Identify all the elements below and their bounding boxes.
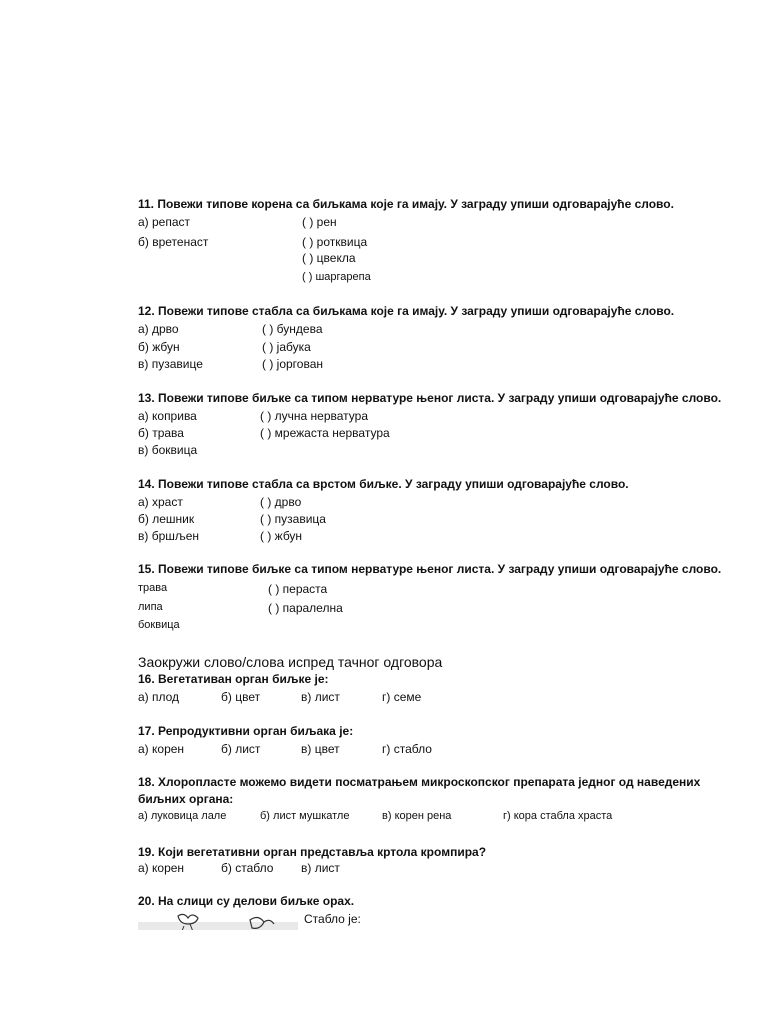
q15-match-2[interactable]: ( ) паралелна [268, 601, 343, 615]
q20-caption: Стабло је: [304, 912, 361, 926]
q18-option-c[interactable]: в) корен рена [382, 810, 452, 822]
q19-option-c[interactable]: в) лист [301, 861, 340, 875]
q14-match-3[interactable]: ( ) жбун [260, 529, 303, 543]
q15-item-2: липа [138, 601, 163, 613]
q17-option-b[interactable]: б) лист [221, 742, 261, 756]
q16-option-b[interactable]: б) цвет [221, 690, 261, 704]
q12-option-a: а) дрво [138, 322, 179, 336]
q18-option-d[interactable]: г) кора стабла храста [503, 810, 613, 822]
q12-option-b: б) жбун [138, 340, 180, 354]
q11-option-a: а) репаст [138, 215, 191, 229]
q15-item-1: трава [138, 582, 168, 594]
question-15-title: 15. Повежи типове биљке са типом нерватуре њеног листа. У заграду упиши одговарајуће слово. [138, 562, 722, 576]
q11-match-2[interactable]: ( ) ротквица [302, 235, 368, 249]
q17-option-c[interactable]: в) цвет [301, 742, 340, 756]
question-19-title: 19. Који вегетативни орган представља кртола кромпира? [138, 845, 487, 859]
q15-item-3: боквица [138, 619, 180, 631]
q14-option-a: а) храст [138, 495, 183, 509]
question-12-title: 12. Повежи типове стабла са биљкама које га имају. У заграду упиши одговарајуће слово. [138, 304, 675, 318]
q11-match-3[interactable]: ( ) цвекла [302, 251, 356, 265]
walnut-plant-illustration [138, 912, 298, 930]
question-18-title-line1: 18. Хлоропласте можемо видети посматрањем микроскопског препарата једног од наведених [138, 775, 701, 789]
q11-option-b: б) вретенаст [138, 235, 209, 249]
question-11-title: 11. Повежи типове корена са биљкама које га имају. У заграду упиши одговарајуће слово. [138, 197, 674, 211]
q13-match-1[interactable]: ( ) лучна нерватура [260, 409, 369, 423]
q12-option-c: в) пузавице [138, 357, 203, 371]
q15-match-1[interactable]: ( ) пераста [268, 582, 328, 596]
question-13-title: 13. Повежи типове биљке са типом нерватуре њеног листа. У заграду упиши одговарајуће слово. [138, 391, 722, 405]
question-14-title: 14. Повежи типове стабла са врстом биљке. У заграду упиши одговарајуће слово. [138, 477, 629, 491]
q19-option-b[interactable]: б) стабло [221, 861, 274, 875]
q14-option-c: в) бршљен [138, 529, 200, 543]
q11-match-4[interactable]: ( ) шаргарепа [302, 271, 371, 283]
q12-match-3[interactable]: ( ) јоргован [262, 357, 324, 371]
q12-match-1[interactable]: ( ) бундева [262, 322, 323, 336]
q18-option-b[interactable]: б) лист мушкатле [260, 810, 350, 822]
q17-option-d[interactable]: г) стабло [382, 742, 432, 756]
q14-match-2[interactable]: ( ) пузавица [260, 512, 326, 526]
question-17-title: 17. Репродуктивни орган биљака је: [138, 724, 354, 738]
question-16-title: 16. Вегетативан орган биљке је: [138, 672, 329, 686]
q11-match-1[interactable]: ( ) рен [302, 215, 337, 229]
q16-option-a[interactable]: а) плод [138, 690, 180, 704]
q17-option-a[interactable]: а) корен [138, 742, 185, 756]
q13-option-c: в) боквица [138, 443, 198, 457]
q16-option-c[interactable]: в) лист [301, 690, 340, 704]
q18-option-a[interactable]: а) луковица лале [138, 810, 227, 822]
q13-match-2[interactable]: ( ) мрежаста нерватура [260, 426, 390, 440]
q14-option-b: б) лешник [138, 512, 195, 526]
q19-option-a[interactable]: а) корен [138, 861, 185, 875]
q20-figure-area [138, 912, 728, 930]
q16-option-d[interactable]: г) семе [382, 690, 422, 704]
section-heading: Заокружи слово/слова испред тачног одговора [138, 654, 443, 670]
q13-option-a: а) коприва [138, 409, 197, 423]
q12-match-2[interactable]: ( ) јабука [262, 340, 311, 354]
q14-match-1[interactable]: ( ) дрво [260, 495, 302, 509]
question-20-title: 20. На слици су делови биљке орах. [138, 894, 355, 908]
question-18-title-line2: биљних органа: [138, 792, 234, 806]
q13-option-b: б) трава [138, 426, 184, 440]
